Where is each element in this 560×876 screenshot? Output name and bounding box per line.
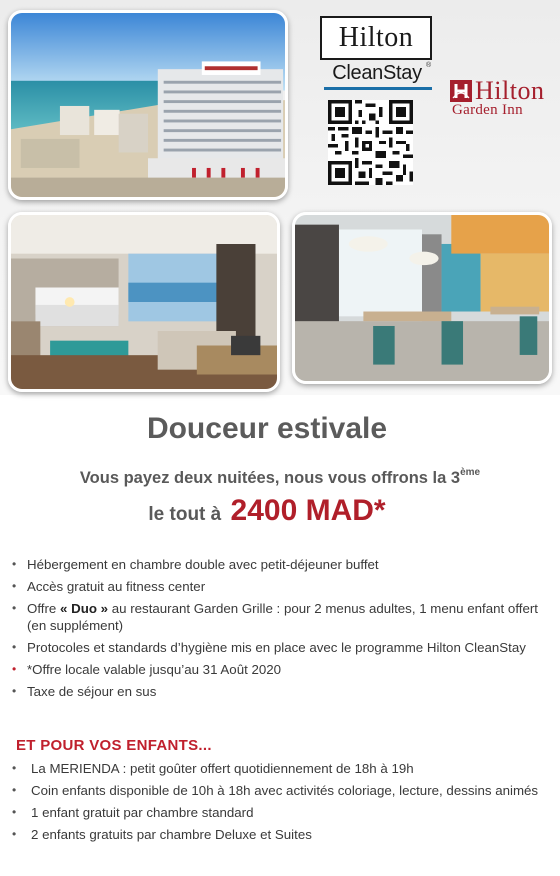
offer-subtitle [0,467,560,488]
hotel-exterior-photo [8,10,288,200]
list-item-text: au restaurant Garden Grille : pour 2 menus adultes, 1 menu enfant offert (en supplément) [27,601,538,633]
price-line [0,494,534,528]
garden-inn-brand: Hilton [475,76,545,105]
kids-section-title: ET POUR VOS ENFANTS... [16,737,212,754]
page-title: Douceur estivale [146,412,388,445]
kids-list [10,760,550,848]
hotel-room-photo [8,212,280,392]
hilton-logo-text: Hilton [338,22,414,53]
qr-code-icon[interactable] [328,100,413,185]
list-item [10,804,550,821]
cleanstay-underline [324,87,432,90]
offer-details-list [10,556,550,705]
list-item [10,760,550,777]
list-item-text: Accès gratuit au fitness center [27,579,206,594]
garden-inn-mark-icon [450,80,472,102]
list-item [10,826,550,843]
registered-mark: ® [426,62,432,69]
price-prefix: le tout à [148,504,222,525]
list-item [10,661,550,678]
list-item [10,782,550,799]
list-item-text: Coin enfants disponible de 10h à 18h avec activités coloriage, lecture, dessins animés [31,783,539,798]
restaurant-photo [292,212,552,384]
list-item [10,683,550,700]
list-item-bold: « Duo » [60,601,109,616]
list-item-text: Hébergement en chambre double avec petit-déjeuner buffet [27,557,379,572]
list-item-text: Taxe de séjour en sus [27,684,157,699]
list-item-text: Offre [27,601,61,616]
list-item [10,578,550,595]
list-item-text: 2 enfants gratuits par chambre Deluxe et Suites [31,827,312,842]
price-amount: 2400 MAD* [230,494,386,527]
offer-subtitle-text: Vous payez deux nuitées, nous vous offrons la 3 [79,469,461,487]
list-item-text: Protocoles et standards d’hygiène mis en place avec le programme Hilton CleanStay [27,640,526,655]
offer-subtitle-sup: ème [460,467,481,478]
garden-inn-subtitle: Garden Inn [452,102,523,118]
hilton-garden-inn-logo [450,78,556,118]
hilton-logo [320,16,432,60]
list-item [10,600,550,634]
list-item [10,639,550,656]
cleanstay-logo: CleanStay [332,62,422,84]
list-item-text: 1 enfant gratuit par chambre standard [31,805,254,820]
list-item-text: La MERIENDA : petit goûter offert quotidiennement de 18h à 19h [31,761,414,776]
list-item-text: *Offre locale valable jusqu’au 31 Août 2020 [27,662,282,677]
list-item [10,556,550,573]
